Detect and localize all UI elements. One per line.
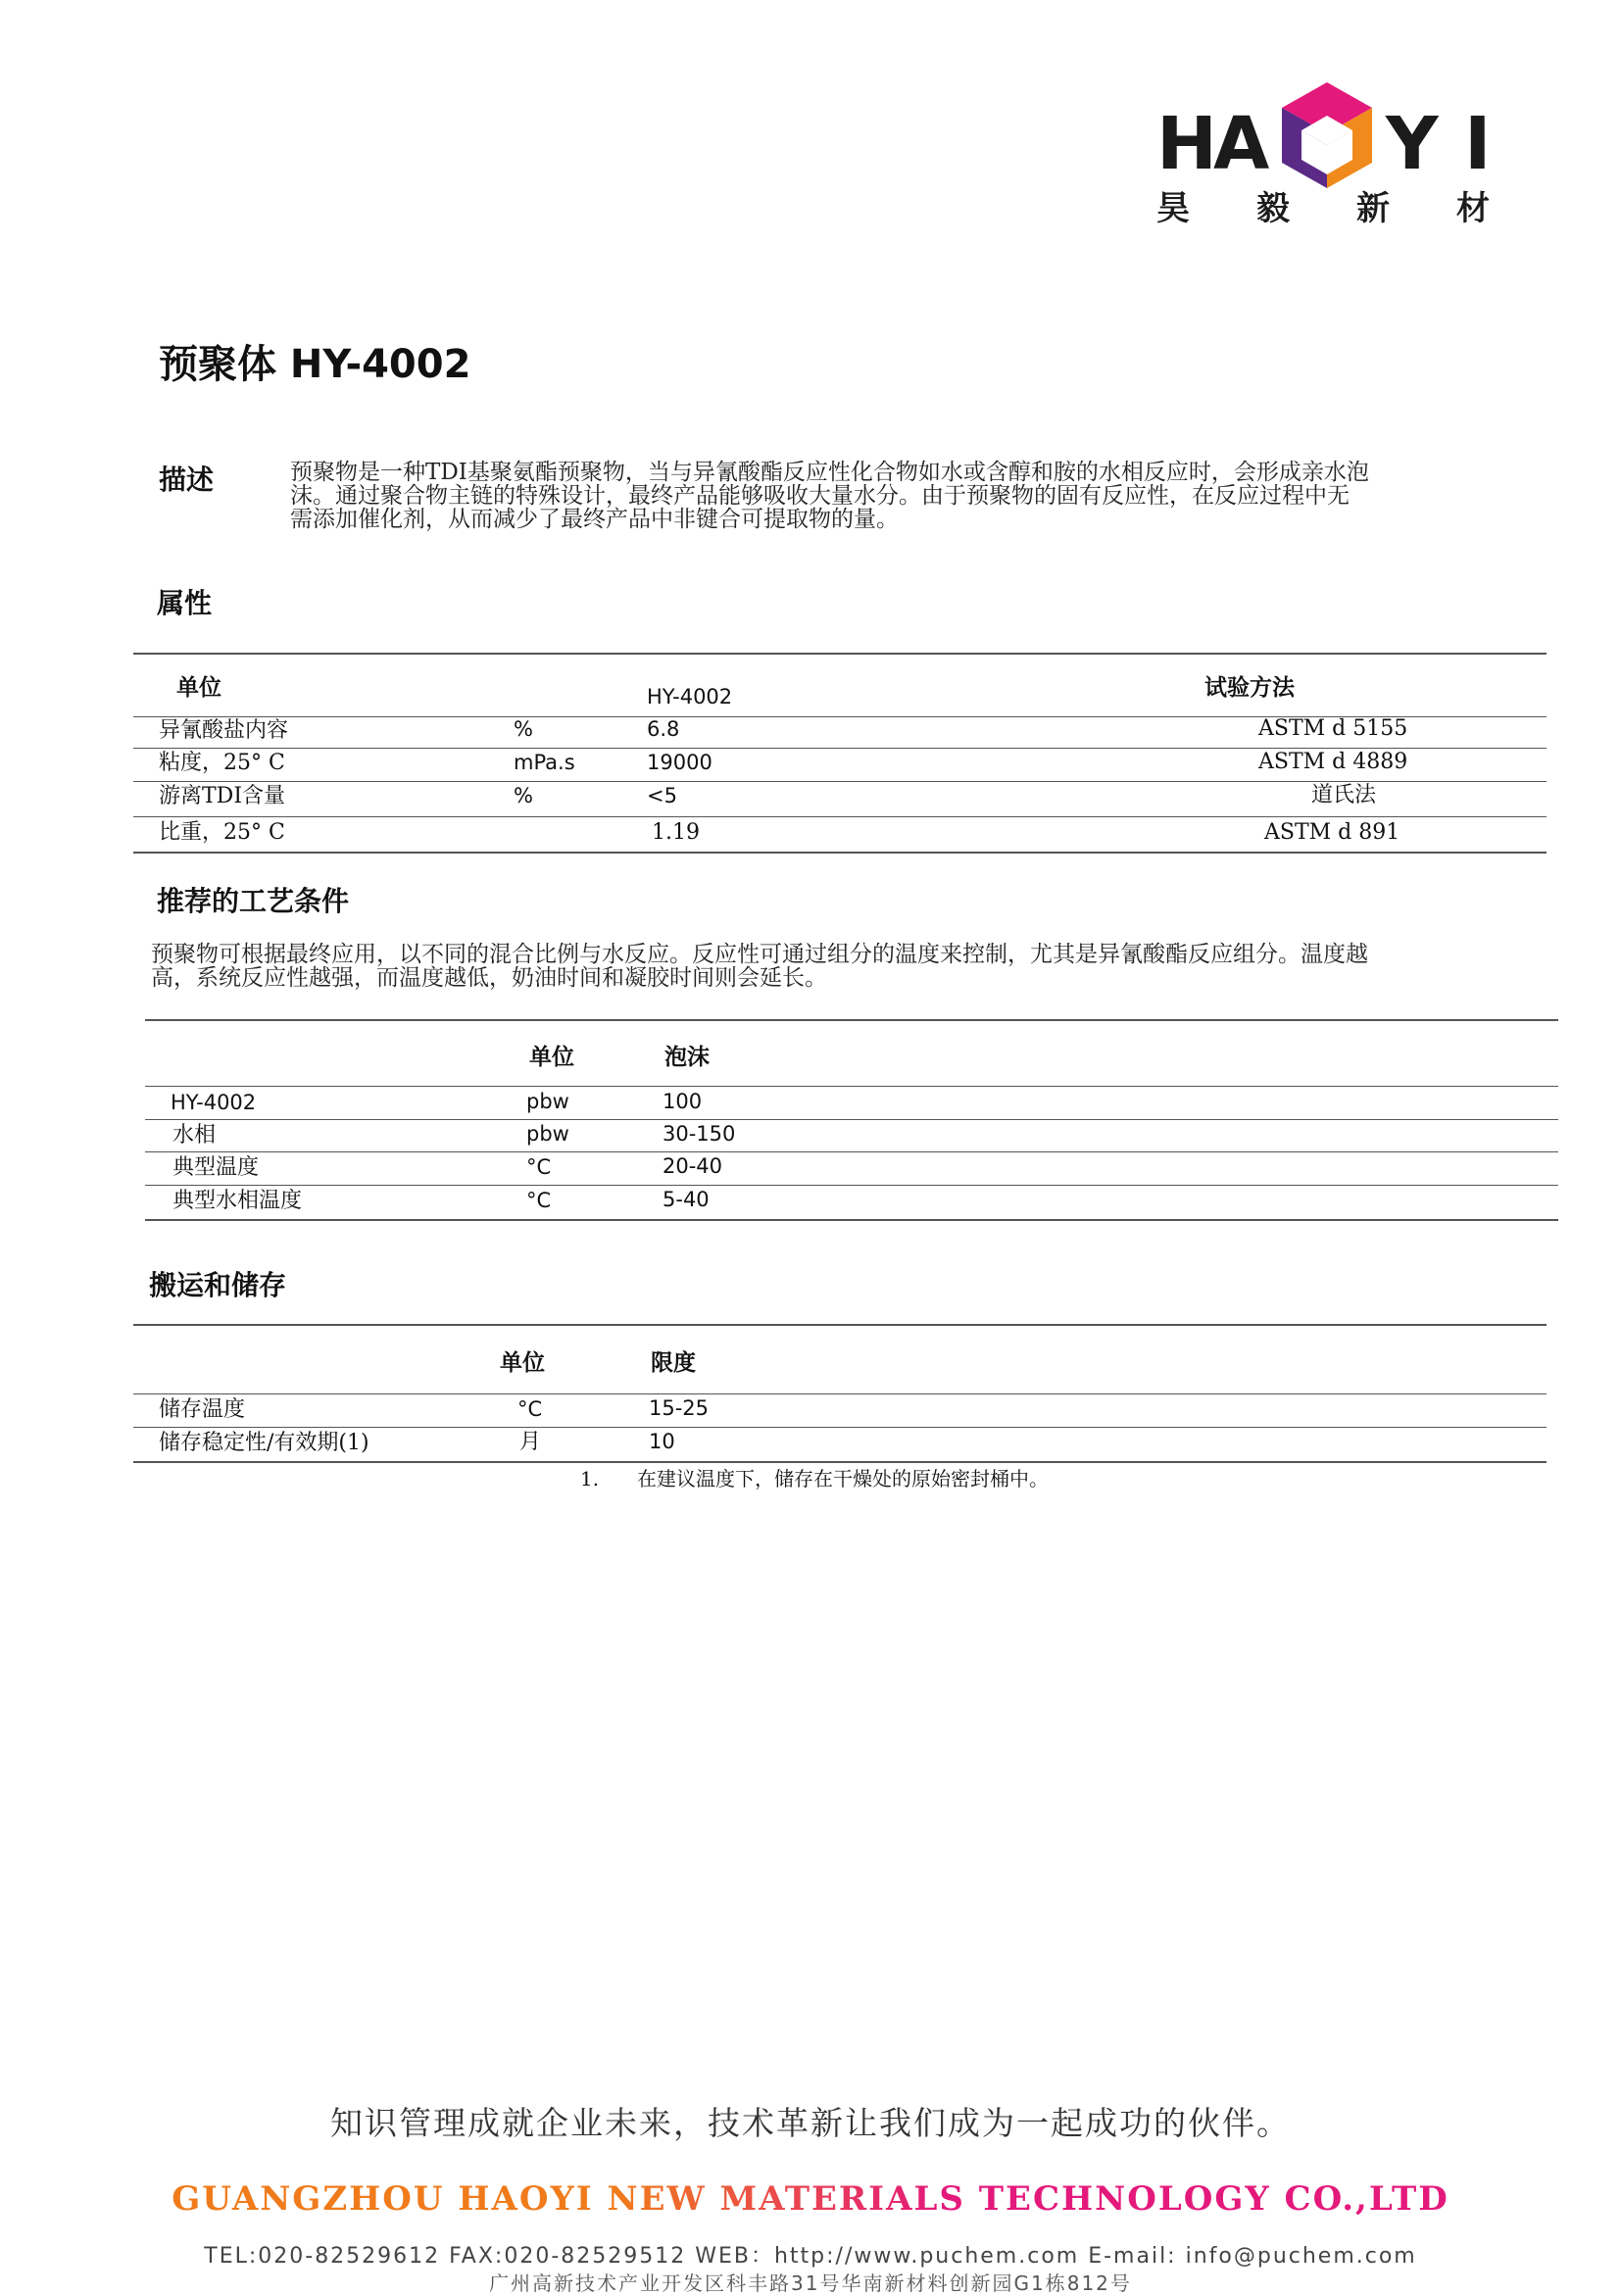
- table-cell-unit: %: [514, 784, 533, 807]
- logo-chinese-3: 新: [1356, 189, 1390, 228]
- table-cell-name: 比重，25° C: [159, 820, 285, 845]
- logo-letter-y: Y: [1386, 102, 1439, 186]
- logo-chinese-4: 材: [1456, 189, 1490, 228]
- table-cell-name: 游离TDI含量: [159, 784, 286, 808]
- cube-logo-icon: [1278, 78, 1376, 194]
- divider: [133, 852, 1547, 854]
- process-text: [151, 943, 1543, 990]
- properties-header-product: HY-4002: [647, 685, 733, 708]
- divider: [133, 1324, 1547, 1326]
- process-line: 高，系统反应性越强，而温度越低，奶油时间和凝胶时间则会延长。: [151, 965, 827, 991]
- table-cell-name: 异氰酸盐内容: [159, 718, 289, 743]
- divider: [133, 748, 1547, 749]
- logo-letter-i: I: [1464, 102, 1492, 186]
- description-heading: 描述: [159, 464, 215, 496]
- company-name-text: GUANGZHOU HAOYI NEW MATERIALS TECHNOLOGY CO.,LTD: [172, 2179, 1449, 2219]
- divider: [145, 1185, 1558, 1186]
- process-header-unit: 单位: [529, 1045, 574, 1070]
- logo-letter-a: A: [1213, 102, 1270, 186]
- table-cell-value: 10: [649, 1430, 675, 1453]
- table-cell-unit: pbw: [526, 1090, 569, 1113]
- divider: [145, 1019, 1558, 1021]
- divider: [145, 1086, 1558, 1087]
- table-cell-value: 1.19: [652, 820, 700, 845]
- table-cell-value: 5-40: [663, 1188, 710, 1211]
- divider: [145, 1119, 1558, 1120]
- properties-header-method: 试验方法: [1204, 675, 1295, 701]
- storage-heading: 搬运和储存: [149, 1269, 287, 1301]
- table-cell-name: 粘度，25° C: [159, 751, 285, 775]
- table-cell-value: 15-25: [649, 1396, 710, 1420]
- storage-header-limit: 限度: [651, 1350, 696, 1376]
- table-cell-unit: pbw: [526, 1122, 569, 1146]
- footer-company-name: [0, 2179, 1621, 2219]
- logo-chinese-2: 毅: [1256, 189, 1290, 228]
- table-cell-name: 水相: [172, 1123, 217, 1148]
- table-cell-value: 20-40: [663, 1154, 723, 1178]
- table-cell-name: HY-4002: [171, 1091, 257, 1114]
- table-cell-value: <5: [647, 784, 677, 807]
- table-cell-value: 19000: [647, 751, 712, 774]
- divider: [133, 1427, 1547, 1428]
- divider: [133, 653, 1547, 655]
- table-cell-unit: °C: [526, 1189, 552, 1212]
- table-cell-value: 30-150: [663, 1122, 736, 1146]
- table-cell-name: 典型温度: [172, 1155, 260, 1180]
- process-header-foam: 泡沫: [664, 1045, 710, 1070]
- table-cell-method: ASTM d 4889: [1258, 750, 1408, 774]
- footnote-text: 在建议温度下，储存在干燥处的原始密封桶中。: [637, 1467, 1049, 1490]
- table-cell-unit: %: [514, 717, 533, 741]
- table-cell-unit: °C: [526, 1155, 552, 1179]
- properties-heading: 属性: [157, 587, 213, 619]
- process-line: 预聚物可根据最终应用，以不同的混合比例与水反应。反应性可通过组分的温度来控制，尤其是异氰酸酯反应组分。温度越: [151, 942, 1368, 967]
- logo-letter-h: H: [1156, 102, 1217, 186]
- footer-address: 广州高新技术产业开发区科丰路31号华南新材料创新园G1栋812号: [489, 2272, 1132, 2295]
- table-cell-name: 典型水相温度: [172, 1189, 303, 1213]
- table-cell-unit: 月: [519, 1430, 542, 1454]
- company-logo: [1145, 71, 1498, 247]
- table-cell-name: 储存稳定性/有效期(1): [159, 1431, 369, 1455]
- table-cell-method: 道氏法: [1311, 783, 1377, 807]
- footnote-number: 1.: [580, 1467, 600, 1490]
- storage-header-unit: 单位: [500, 1350, 545, 1376]
- table-cell-method: ASTM d 891: [1264, 820, 1400, 845]
- logo-chinese-1: 昊: [1156, 189, 1190, 228]
- footer-contact: TEL:020-82529612 FAX:020-82529512 WEB：http://www.puchem.com E-mail: info@puchem.com: [204, 2244, 1417, 2269]
- divider: [133, 781, 1547, 782]
- table-cell-unit: °C: [517, 1397, 543, 1421]
- divider: [133, 1461, 1547, 1463]
- table-cell-value: 100: [663, 1090, 703, 1113]
- description-line: 沫。通过聚合物主链的特殊设计，最终产品能够吸收大量水分。由于预聚物的固有反应性，在反应过程中无: [290, 483, 1350, 509]
- process-heading: 推荐的工艺条件: [157, 885, 350, 917]
- table-cell-method: ASTM d 5155: [1258, 716, 1408, 741]
- description-text: [290, 461, 1545, 531]
- divider: [133, 816, 1547, 817]
- table-cell-name: 储存温度: [159, 1397, 246, 1422]
- divider: [145, 1219, 1558, 1221]
- table-cell-unit: mPa.s: [514, 751, 575, 774]
- page-title: 预聚体 HY-4002: [159, 342, 471, 387]
- description-line: 需添加催化剂，从而减少了最终产品中非键合可提取物的量。: [290, 507, 899, 532]
- table-cell-value: 6.8: [647, 717, 680, 741]
- divider: [133, 1393, 1547, 1394]
- description-line: 预聚物是一种TDI基聚氨酯预聚物，当与异氰酸酯反应性化合物如水或含醇和胺的水相反应时，会形成亲水泡: [290, 460, 1369, 485]
- divider: [145, 1151, 1558, 1152]
- footer-slogan: 知识管理成就企业未来，技术革新让我们成为一起成功的伙伴。: [330, 2104, 1291, 2142]
- properties-header-unit: 单位: [176, 675, 221, 701]
